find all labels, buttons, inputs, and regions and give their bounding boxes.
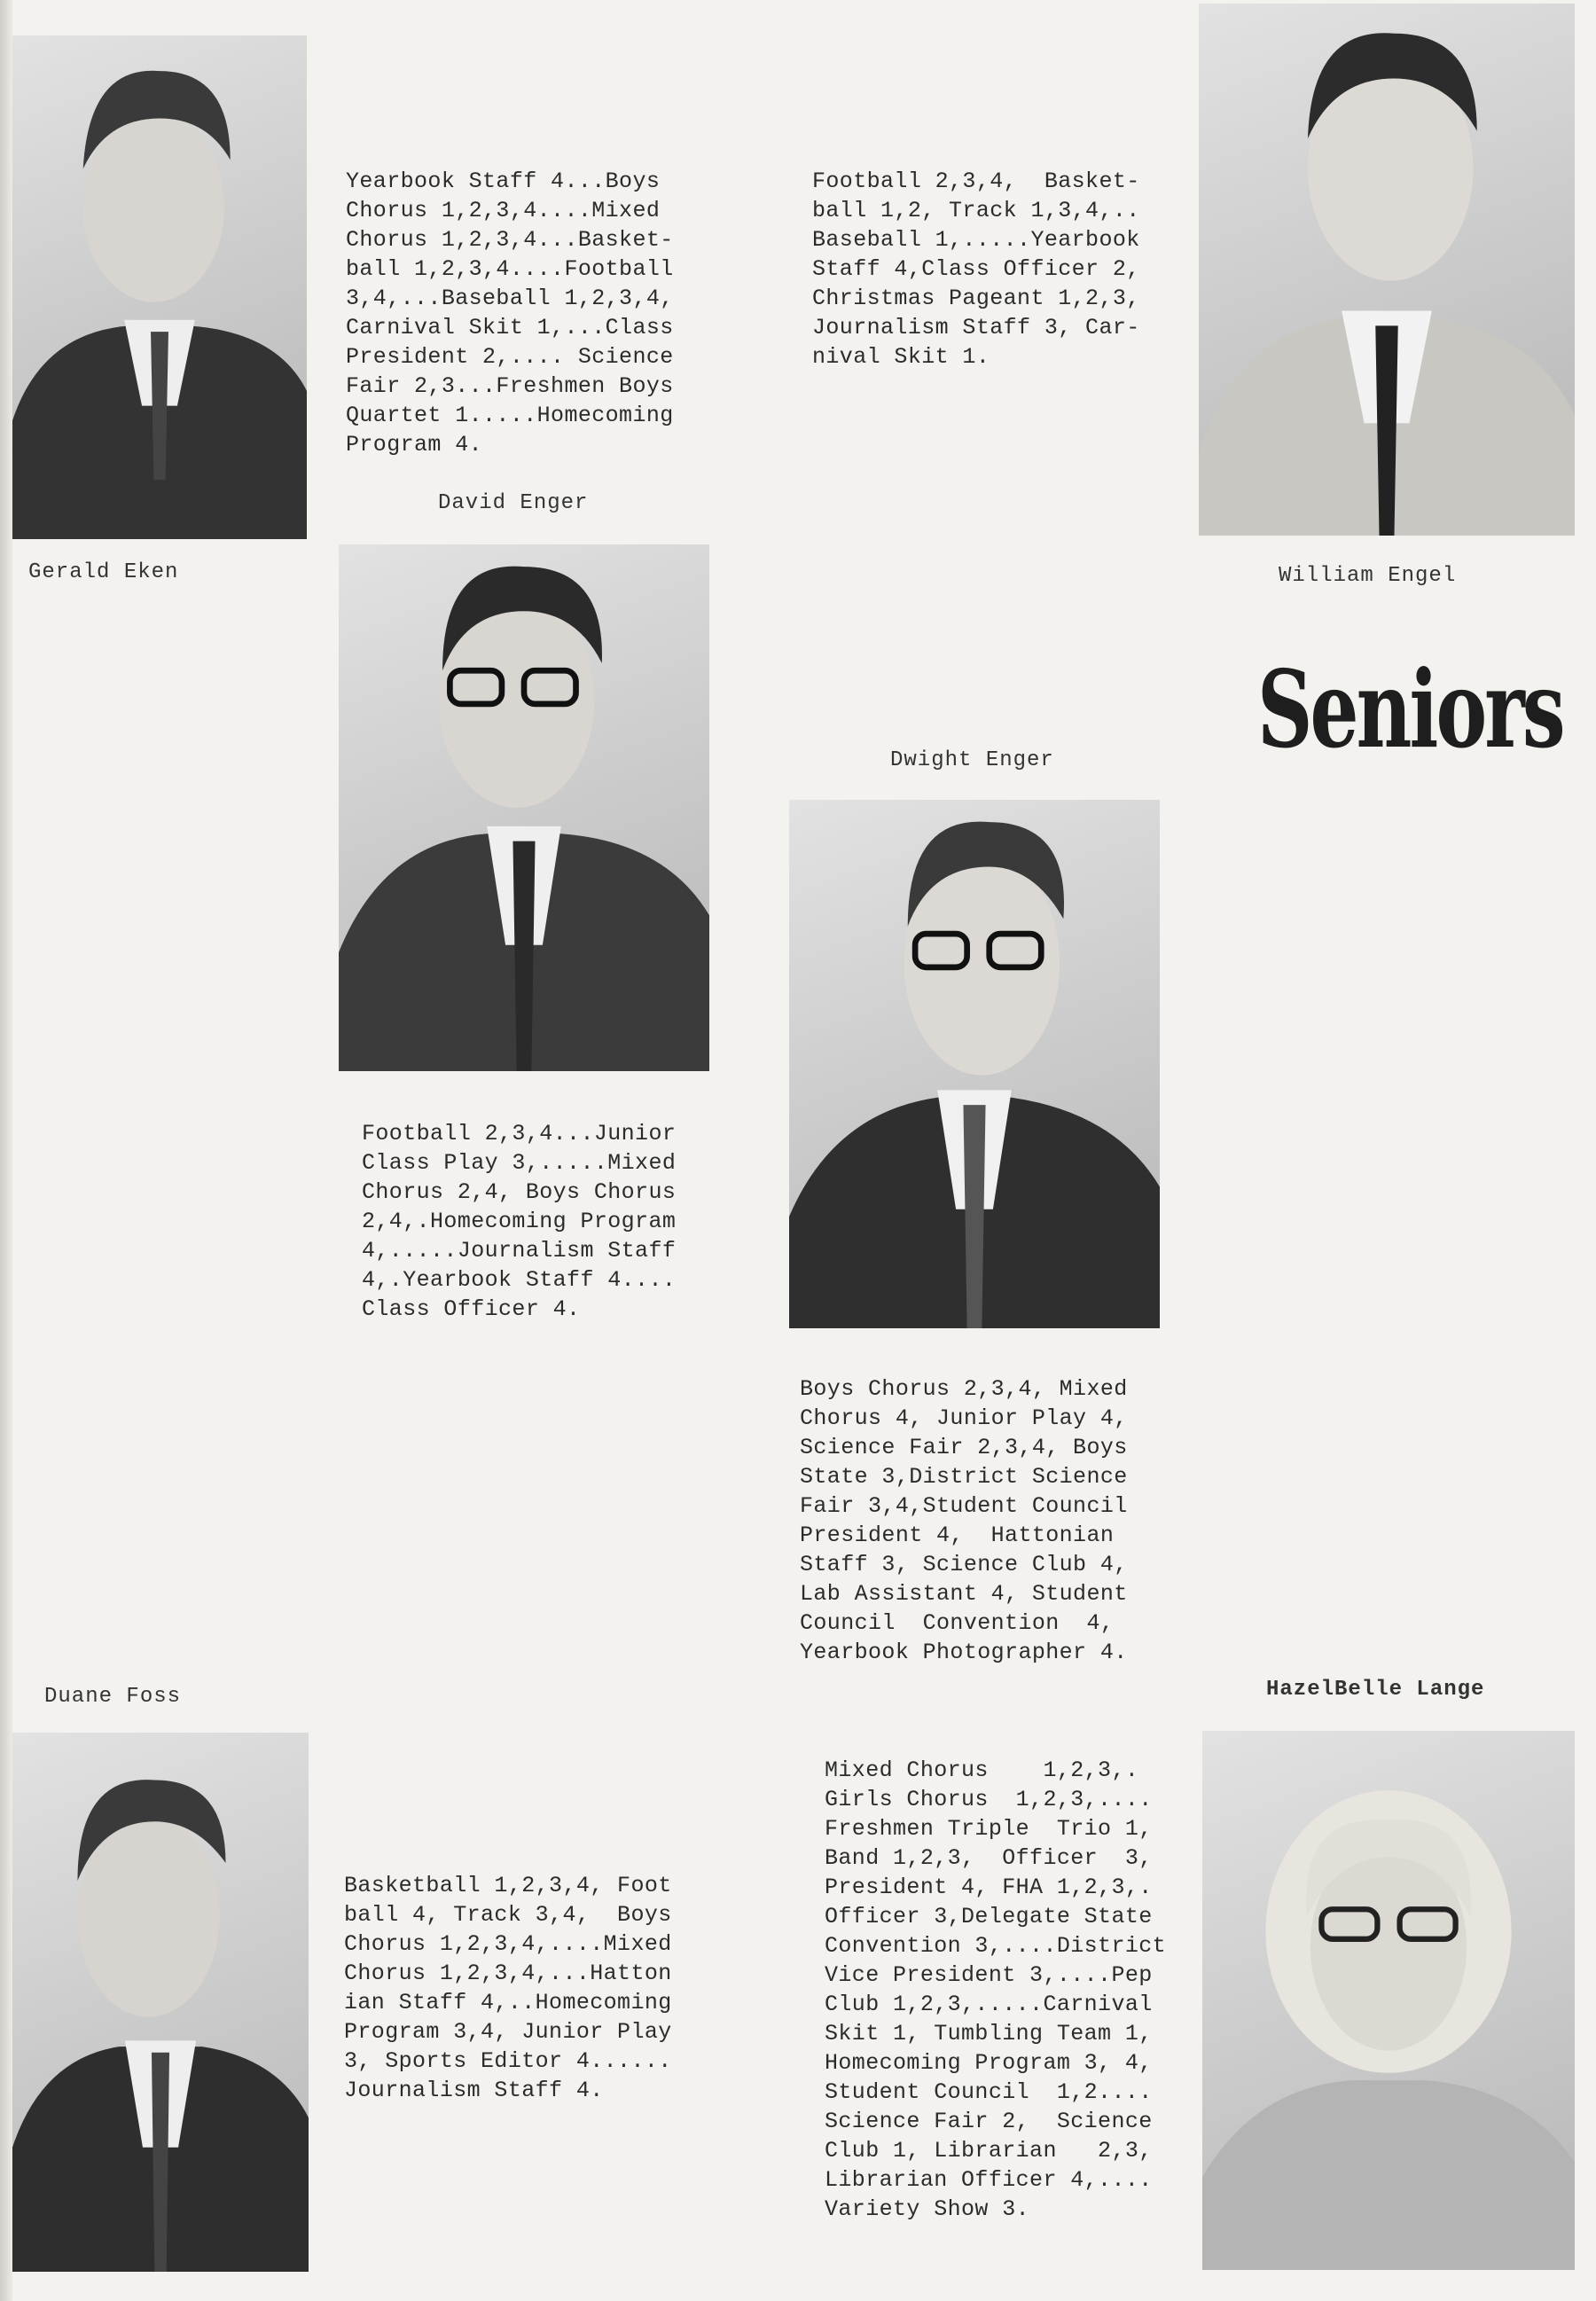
student-bio-duane: Basketball 1,2,3,4, Foot ball 4, Track 3,4, Boys Chorus 1,2,3,4,....Mixed Chorus 1,2,3,4,...Hatton ian Staff 4,..Homecoming Program 3,4, Junior Play 3, Sports Editor 4...... Journalism Staff 4. <box>344 1873 672 2103</box>
portrait-dwight-enger <box>789 800 1160 1328</box>
portrait-silhouette <box>1202 1731 1575 2270</box>
student-bio-william: Football 2,3,4, Basket- ball 1,2, Track 1,3,4,.. Baseball 1,.....Yearbook Staff 4,Class Officer 2, Christmas Pageant 1,2,3, Journalism Staff 3, Car- nival Skit 1. <box>812 168 1140 370</box>
student-name-david: David Enger <box>438 491 589 515</box>
student-name-william: William Engel <box>1279 564 1457 588</box>
section-heading-seniors: Seniors <box>1257 647 1563 772</box>
portrait-william-engel <box>1199 4 1575 536</box>
portrait-silhouette <box>12 1733 309 2272</box>
portrait-duane-foss <box>12 1733 309 2272</box>
portrait-hazelbelle-lange <box>1202 1731 1575 2270</box>
portrait-silhouette <box>789 800 1160 1328</box>
portrait-silhouette <box>1199 4 1575 536</box>
student-name-hazelbelle: HazelBelle Lange <box>1266 1678 1485 1702</box>
portrait-silhouette <box>339 544 709 1071</box>
student-bio-dwight: Boys Chorus 2,3,4, Mixed Chorus 4, Junior Play 4, Science Fair 2,3,4, Boys State 3,District Science Fair 3,4,Student Council President 4, Hattonian Staff 3, Science Club 4, Lab Assistant 4, Student Council Convention 4, Yearbook Photographer 4. <box>800 1376 1128 1665</box>
student-name-gerald: Gerald Eken <box>28 560 179 584</box>
student-name-dwight: Dwight Enger <box>890 748 1054 772</box>
student-name-duane: Duane Foss <box>44 1685 182 1709</box>
student-bio-gerald: Yearbook Staff 4...Boys Chorus 1,2,3,4....Mixed Chorus 1,2,3,4...Basket- ball 1,2,3,4....Football 3,4,...Baseball 1,2,3,4, Carnival Skit 1,...Class President 2,.... Science Fair 2,3...Freshmen Boys Quartet 1.....Homecoming Program 4. <box>346 168 674 458</box>
portrait-gerald-eken <box>12 35 307 539</box>
student-bio-david: Football 2,3,4...Junior Class Play 3,.....Mixed Chorus 2,4, Boys Chorus 2,4,.Homecoming Program 4,.....Journalism Staff 4,.Yearbook Staff 4.... Class Officer 4. <box>362 1121 677 1322</box>
portrait-silhouette <box>12 35 307 539</box>
portrait-david-enger <box>339 544 709 1071</box>
student-bio-hazelbelle: Mixed Chorus 1,2,3,. Girls Chorus 1,2,3,.... Freshmen Triple Trio 1, Band 1,2,3, Officer 3, President 4, FHA 1,2,3,. Officer 3,Delegate State Convention 3,....District Vice President 3,....Pep Club 1,2,3,.....Carnival Skit 1, Tumbling Team 1, Homecoming Program 3, 4, Student Council 1,2.... Science Fair 2, Science Club 1, Librarian 2,3, Librarian Officer 4,.... Variety Show 3. <box>825 1757 1167 2222</box>
page-gutter <box>0 0 12 2301</box>
